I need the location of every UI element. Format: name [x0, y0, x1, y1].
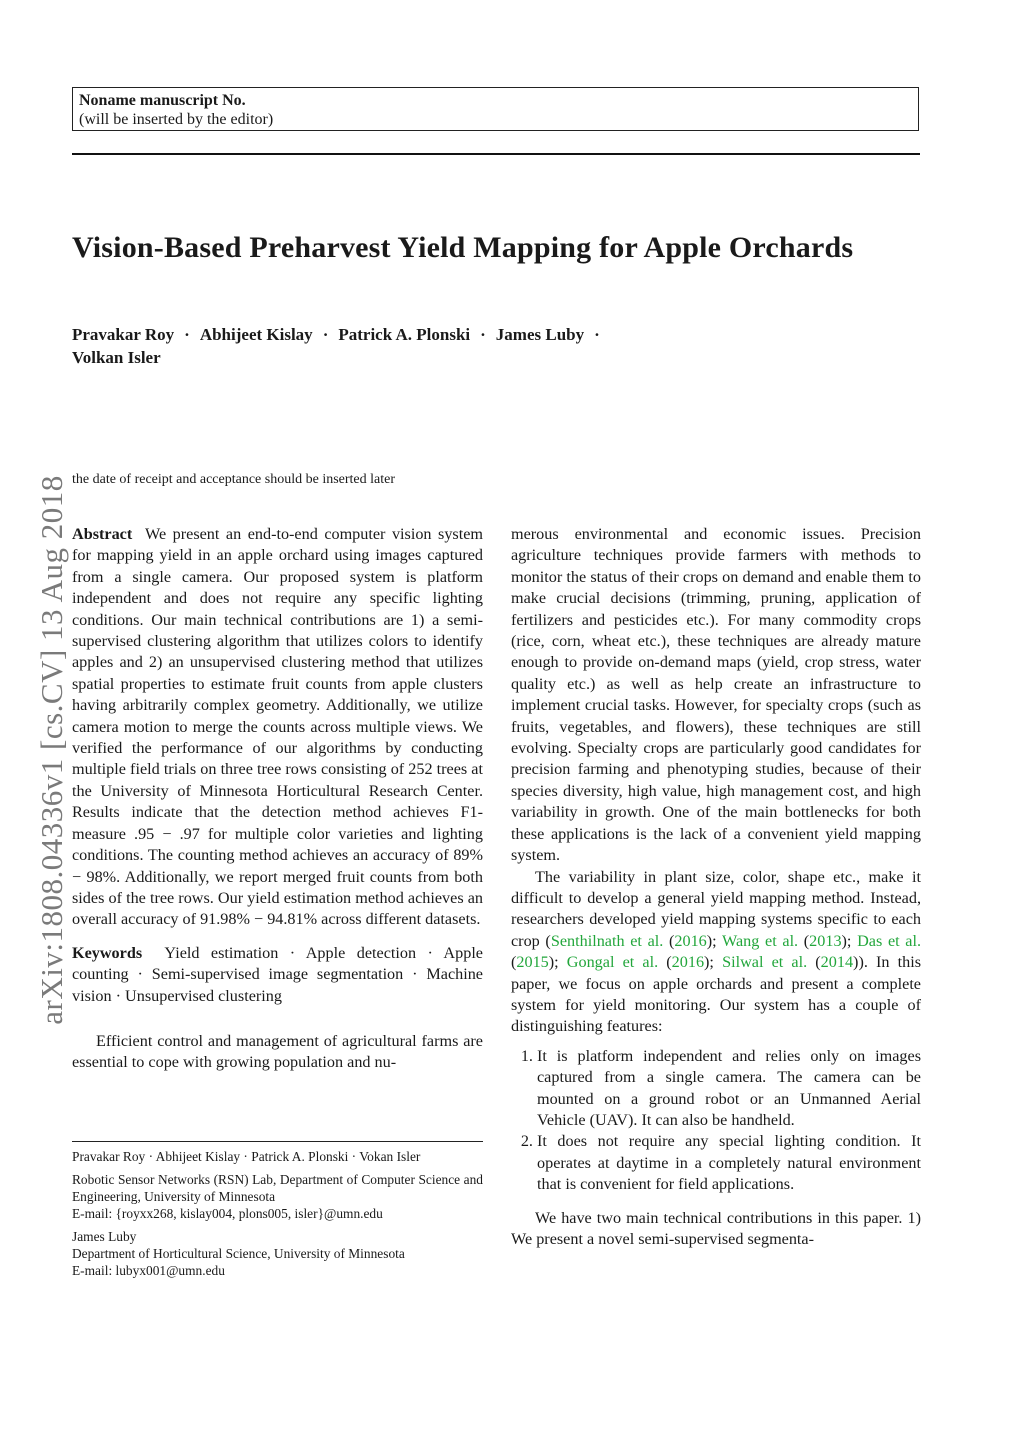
footnote-email-a: E-mail: {royxx268, kislay004, plons005, isler}@umn.edu: [72, 1206, 383, 1221]
paragraph-text: ). In this paper, we focus on apple orchards and present a complete system for yield monitoring. Our system has a couple of distinguishing features:: [511, 953, 922, 1036]
citation-year-link[interactable]: 2013: [809, 931, 842, 950]
citation-link[interactable]: Gongal et al.: [566, 953, 659, 972]
citation-year-link[interactable]: 2016: [671, 953, 705, 972]
footnote-rule: [72, 1141, 483, 1142]
feature-item: 2. It does not require any special lighting condition. It operates at daytime in a completely natural environment that is convenient for field applications.: [537, 1131, 921, 1195]
abstract-text: We present an end-to-end computer vision system for mapping yield in an apple orchard using images captured from a single camera. Our proposed system is platform independent and does not require any specific lighting conditions. Our main technical contributions are 1) a semi-supervised clustering algorithm that utilizes colors to identify apples and 2) an unsupervised clustering method that utilizes spatial properties to estimate fruit counts from apple clusters having arbitrarily complex geometry. Additionally, we utilize camera motion to merge the counts across multiple views. We verified the performance of our algorithms by conducting multiple field trials on three tree rows consisting of 252 trees at the University of Minnesota Horticultural Research Center. Results indicate that the detection method achieves F1-measure .95 − .97 for multiple color varieties and lighting conditions. The counting method achieves an accuracy of 89% − 98%. Additionally, we report merged fruit counts from both sides of the tree rows. Our yield estimation method achieves an overall accuracy of 91.98% − 94.81% across different datasets.: [72, 525, 483, 929]
right-column: [511, 524, 921, 1250]
author-name: Abhijeet Kislay: [199, 325, 313, 344]
author-line-2: [72, 346, 932, 369]
contributions-paragraph: We have two main technical contributions in this paper. 1) We present a novel semi-supervised segmenta-: [511, 1208, 921, 1248]
abstract-label: Abstract: [72, 525, 133, 543]
header-rule: [72, 153, 920, 155]
keywords-label: Keywords: [72, 943, 143, 962]
keywords-text: Yield estimation · Apple detection · Apple counting · Semi-supervised image segmentation · Machine vision · Unsupervised clustering: [72, 943, 483, 1005]
intro-paragraph-2: The variability in plant size, color, shape etc., make it difficult to develop a general yield mapping method. Instead, researchers developed yield mapping systems specific to each crop (Senthilnath et al. (2016); Wang et al. (2013); Das et al. (2015); Gongal et al. (2016); Silwal et al. (2014)). In this paper, we focus on apple orchards and present a complete system for yield monitoring. Our system has a couple of distinguishing features:: [511, 867, 922, 1036]
author-separator: ·: [322, 325, 329, 344]
author-line-1: [72, 323, 932, 346]
footnote-authors-b: James Luby: [72, 1229, 137, 1244]
paper-title: Vision-Based Preharvest Yield Mapping for Apple Orchards: [72, 231, 854, 264]
footnote-affiliation-b: Department of Horticultural Science, University of Minnesota: [72, 1246, 405, 1261]
affiliation-footnotes: [72, 1148, 483, 1279]
citation-year-link[interactable]: 2014: [820, 953, 854, 972]
editor-note: (will be inserted by the editor): [79, 111, 274, 128]
citation-link[interactable]: Das et al.: [857, 931, 922, 950]
footnote-email-b: E-mail: lubyx001@umn.edu: [72, 1263, 225, 1278]
citation-year-link[interactable]: 2015: [516, 953, 549, 972]
manuscript-number: Noname manuscript No.: [79, 92, 246, 109]
citation-link[interactable]: Wang et al.: [722, 931, 799, 950]
arxiv-watermark: arXiv:1808.04336v1 [cs.CV] 13 Aug 2018: [34, 475, 69, 1025]
author-name: Pravakar Roy: [72, 325, 175, 344]
intro-paragraph-continued: merous environmental and economic issues. Precision agriculture techniques provide farmers with methods to monitor the status of their crops on demand and enable them to make crucial decisions (trimming, pruning, application of fertilizers and pesticides etc.). For many commodity crops (rice, corn, wheat etc.), these techniques are already mature enough to provide on-demand maps (yield, crop stress, water quality etc.) as well as help create an infrastructure to implement crucial tasks. However, for specialty crops (such as fruits, vegetables, and flowers), these techniques are still evolving. Specialty crops are particularly good candidates for precision farming and phenotyping studies, because of their species diversity, high value, high management cost, and high variability in growth. One of the main bottlenecks for both these applications is the lack of a convenient yield mapping system.: [511, 525, 921, 865]
abstract: [72, 524, 483, 931]
dates-note: the date of receipt and acceptance should be inserted later: [72, 472, 396, 487]
author-separator: ·: [480, 325, 486, 344]
intro-paragraph-start: Efficient control and management of agricultural farms are essential to cope with growing population and nu-: [72, 1031, 483, 1072]
footnote-authors-a: Pravakar Roy · Abhijeet Kislay · Patrick A. Plonski · Vokan Isler: [72, 1149, 421, 1164]
author-name: Volkan Isler: [72, 348, 161, 367]
author-name: James Luby: [495, 325, 585, 344]
author-separator: ·: [184, 325, 190, 344]
footnote-affiliation-a: Robotic Sensor Networks (RSN) Lab, Department of Computer Science and Engineering, University of Minnesota: [72, 1172, 483, 1204]
feature-item: 1. It is platform independent and relies only on images captured from a single camera. The camera can be mounted on a ground robot or an Unmanned Aerial Vehicle (UAV). It can also be handheld.: [537, 1046, 921, 1132]
left-column: [72, 524, 483, 1074]
citation-link[interactable]: Silwal et al.: [722, 953, 808, 972]
author-separator: ·: [594, 325, 600, 344]
citation-year-link[interactable]: 2016: [674, 931, 707, 950]
keywords: [72, 943, 483, 1007]
feature-list: [511, 1046, 921, 1196]
citation-link[interactable]: Senthilnath et al.: [550, 931, 664, 950]
paragraph-text: The variability in plant size, color, shape etc., make it difficult to develop a general yield mapping method. Instead, researchers developed yield mapping systems specific to each crop (: [511, 867, 921, 950]
author-list: [72, 323, 932, 369]
manuscript-header-box: [72, 87, 919, 131]
author-name: Patrick A. Plonski: [338, 325, 471, 344]
